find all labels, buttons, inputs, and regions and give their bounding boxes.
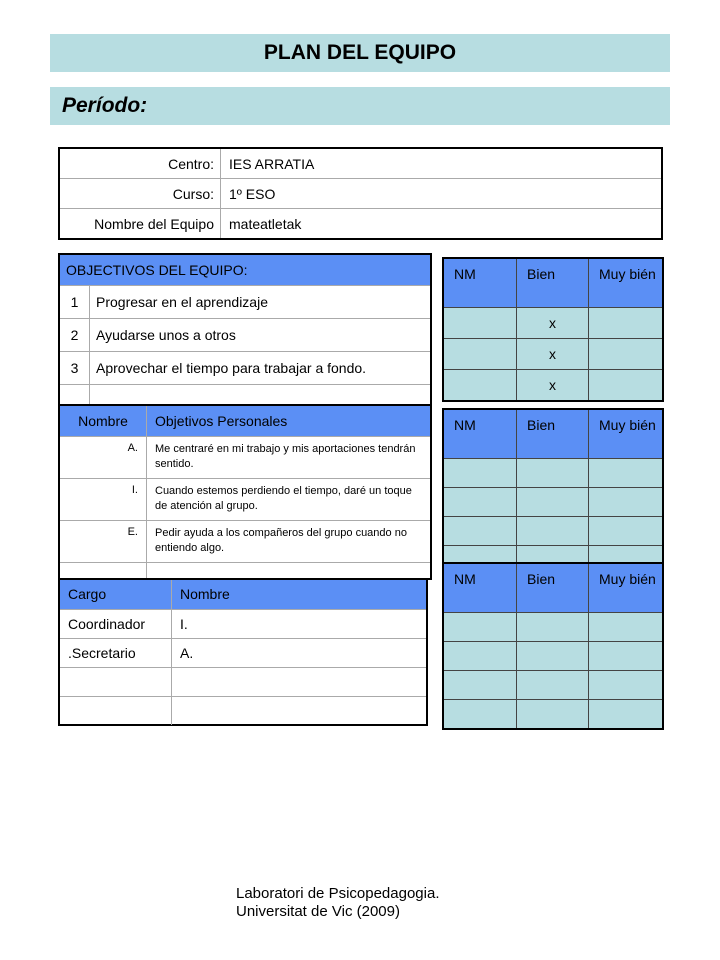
rating-cell xyxy=(589,488,662,516)
role-row xyxy=(60,696,426,725)
rating-header xyxy=(444,410,662,458)
roles-header xyxy=(60,580,426,609)
rating-row xyxy=(444,369,662,400)
rating-cell: x xyxy=(517,370,589,400)
personal-col-objectives: Objetivos Personales xyxy=(155,413,288,429)
info-row-equipo xyxy=(59,209,662,240)
objective-number: 2 xyxy=(60,319,90,351)
personal-objective: Pedir ayuda a los compañeros del grupo cuando no entiendo algo. xyxy=(155,527,407,554)
rating-cell xyxy=(517,488,589,516)
personal-header xyxy=(60,406,430,436)
rating-row xyxy=(444,670,662,699)
role-holder xyxy=(172,668,180,696)
personal-row xyxy=(60,562,430,578)
rating-grid-personal xyxy=(442,408,664,576)
role-holder: I. xyxy=(180,616,188,632)
roles-table xyxy=(58,578,428,726)
personal-name xyxy=(60,563,147,578)
personal-col-name: Nombre xyxy=(60,406,147,436)
info-value: IES ARRATIA xyxy=(221,148,663,179)
rating-cell xyxy=(589,339,662,369)
rating-col-bien: Bien xyxy=(517,259,589,307)
rating-grid-objectives xyxy=(442,257,664,402)
rating-col-nm: NM xyxy=(444,259,517,307)
role-row xyxy=(60,638,426,667)
rating-row xyxy=(444,699,662,728)
personal-name: E. xyxy=(60,521,147,562)
rating-cell: x xyxy=(517,308,589,338)
role-title: .Secretario xyxy=(60,639,172,667)
rating-cell: x xyxy=(517,339,589,369)
rating-cell xyxy=(517,613,589,641)
rating-header xyxy=(444,564,662,612)
personal-row xyxy=(60,436,430,478)
info-value: 1º ESO xyxy=(221,179,663,209)
rating-col-nm: NM xyxy=(444,564,517,612)
objective-number: 1 xyxy=(60,286,90,318)
rating-cell xyxy=(517,459,589,487)
rating-grid-roles xyxy=(442,562,664,730)
objective-row xyxy=(60,351,430,384)
info-label: Nombre del Equipo xyxy=(59,209,221,240)
rating-cell xyxy=(444,459,517,487)
rating-row xyxy=(444,458,662,487)
rating-cell xyxy=(589,308,662,338)
rating-cell xyxy=(444,339,517,369)
role-row xyxy=(60,609,426,638)
rating-cell xyxy=(517,671,589,699)
role-title xyxy=(60,697,172,725)
team-info-table xyxy=(58,147,663,240)
rating-cell xyxy=(444,488,517,516)
role-holder: A. xyxy=(180,645,194,661)
objective-text: Ayudarse unos a otros xyxy=(96,327,236,343)
info-label: Centro: xyxy=(59,148,221,179)
rating-col-nm: NM xyxy=(444,410,517,458)
roles-col-name: Nombre xyxy=(180,586,230,602)
rating-cell xyxy=(589,642,662,670)
rating-cell xyxy=(517,642,589,670)
rating-row xyxy=(444,338,662,369)
role-holder xyxy=(172,697,180,725)
personal-row xyxy=(60,520,430,562)
personal-objective: Cuando estemos perdiendo el tiempo, daré un toque de atención al grupo. xyxy=(155,485,412,512)
footer-line-2: Universitat de Vic (2009) xyxy=(236,903,400,920)
personal-objective: Me centraré en mi trabajo y mis aportaciones tendrán sentido. xyxy=(155,443,416,470)
rating-cell xyxy=(444,700,517,728)
rating-cell xyxy=(444,671,517,699)
personal-name: A. xyxy=(60,437,147,478)
personal-objectives-table xyxy=(58,404,432,580)
page-title: PLAN DEL EQUIPO xyxy=(50,34,670,72)
rating-col-bien: Bien xyxy=(517,410,589,458)
objective-row xyxy=(60,285,430,318)
rating-cell xyxy=(444,517,517,545)
rating-col-bien: Bien xyxy=(517,564,589,612)
objective-number: 3 xyxy=(60,352,90,384)
rating-cell xyxy=(517,700,589,728)
footer-credit xyxy=(236,885,439,921)
info-row-curso xyxy=(59,179,662,209)
role-title xyxy=(60,668,172,696)
rating-cell xyxy=(589,613,662,641)
info-label: Curso: xyxy=(59,179,221,209)
rating-cell xyxy=(444,308,517,338)
personal-row xyxy=(60,478,430,520)
rating-cell xyxy=(444,642,517,670)
personal-objective xyxy=(147,563,425,578)
rating-col-muy-bien: Muy bién xyxy=(599,266,656,282)
role-title: Coordinador xyxy=(60,610,172,638)
rating-row xyxy=(444,641,662,670)
team-objectives-table xyxy=(58,253,432,407)
rating-col-muy-bien: Muy bién xyxy=(599,571,656,587)
roles-col-role: Cargo xyxy=(60,580,172,609)
rating-cell xyxy=(589,370,662,400)
info-value: mateatletak xyxy=(229,215,302,232)
rating-cell xyxy=(589,671,662,699)
period-label: Período: xyxy=(50,87,670,125)
rating-cell xyxy=(589,700,662,728)
rating-col-muy-bien: Muy bién xyxy=(599,417,656,433)
objective-text: Aprovechar el tiempo para trabajar a fondo. xyxy=(96,360,367,376)
rating-row xyxy=(444,307,662,338)
objective-text: Progresar en el aprendizaje xyxy=(96,294,268,310)
objectives-header: OBJECTIVOS DEL EQUIPO: xyxy=(60,255,430,285)
rating-row xyxy=(444,487,662,516)
rating-header xyxy=(444,259,662,307)
rating-row xyxy=(444,516,662,545)
info-row-centro xyxy=(59,148,662,179)
personal-name: I. xyxy=(60,479,147,520)
objective-row xyxy=(60,318,430,351)
rating-row xyxy=(444,612,662,641)
footer-line-1: Laboratori de Psicopedagogia. xyxy=(236,885,440,902)
rating-cell xyxy=(589,517,662,545)
rating-cell xyxy=(444,613,517,641)
rating-cell xyxy=(517,517,589,545)
rating-cell xyxy=(444,370,517,400)
role-row xyxy=(60,667,426,696)
rating-cell xyxy=(589,459,662,487)
